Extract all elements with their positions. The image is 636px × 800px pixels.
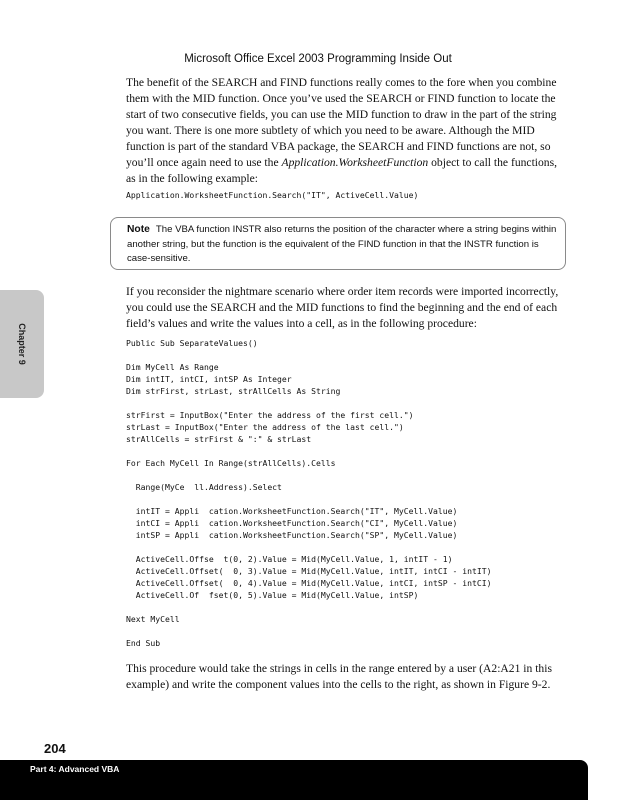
running-head: Microsoft Office Excel 2003 Programming Inside Out bbox=[184, 53, 452, 65]
code-example-search: Application.WorksheetFunction.Search("IT", ActiveCell.Value) bbox=[126, 190, 419, 200]
note-text: The VBA function INSTR also returns the position of the character where a string begins within another string, but the function is the equivalent of the FIND function in that the INSTR function is case-sensitive. bbox=[127, 224, 557, 264]
footer-part-label: Part 4: Advanced VBA bbox=[30, 764, 120, 774]
intro-paragraph bbox=[126, 75, 566, 187]
chapter-tab bbox=[0, 290, 44, 398]
code-procedure: Public Sub SeparateValues() Dim MyCell As Range Dim intIT, intCI, intSP As Integer Dim strFirst, strLast, strAllCells As String strFirst = InputBox("Enter the address of the first cell.") strLast = InputBox("Enter the address of the last cell.") strAllCells = strFirst & ":" & strLast For Each MyCell In Range(strAllCells).Cells Range(MyCe ll.Address).Select intIT = Appli cation.WorksheetFunction.Search("IT", MyCell.Value) intCI = Appli cation.WorksheetFunction.Search("CI", MyCell.Value) intSP = Appli cation.WorksheetFunction.Search("SP", MyCell.Value) ActiveCell.Offse t(0, 2).Value = Mid(MyCell.Value, 1, intIT - 1) ActiveCell.Offset( 0, 3).Value = Mid(MyCell.Value, intIT, intCI - intIT) ActiveCell.Offset( 0, 4).Value = Mid(MyCell.Value, intCI, intSP - intCI) ActiveCell.Of fset(0, 5).Value = Mid(MyCell.Value, intSP) Next MyCell End Sub bbox=[126, 338, 492, 648]
closing-paragraph: This procedure would take the strings in cells in the range entered by a user (A2:A21 in this example) and write the component values into the cells to the right, as shown in Figure 9-2. bbox=[126, 662, 552, 691]
chapter-tab-label: Chapter 9 bbox=[17, 323, 27, 365]
intro-object-name: Application.WorksheetFunction bbox=[281, 156, 429, 169]
page-number: 204 bbox=[44, 741, 66, 756]
intro-text-start: The benefit of the SEARCH and FIND functions really comes to the fore when you combine them with the MID function. Once you’ve used the SEARCH or FIND function to locate the start of two consecutive fields, you can use the MID function to draw in the part of the string you want. There is one more subtlety of which you need to be aware. Although the MID function is part of the standard VBA package, the SEARCH and FIND functions are not, so you’ll once again need to use the bbox=[126, 76, 557, 169]
note-box bbox=[110, 217, 566, 270]
note-label: Note bbox=[127, 224, 150, 235]
footer-bar bbox=[0, 760, 588, 800]
scenario-paragraph: If you reconsider the nightmare scenario where order item records were imported incorrectly, you could use the SEARCH and the MID functions to find the beginning and the end of each field’s values and write the values into a cell, as in the following procedure: bbox=[126, 285, 559, 330]
note-content bbox=[127, 223, 557, 267]
intro-text-end: object to call the functions, as in the following example: bbox=[126, 156, 558, 185]
